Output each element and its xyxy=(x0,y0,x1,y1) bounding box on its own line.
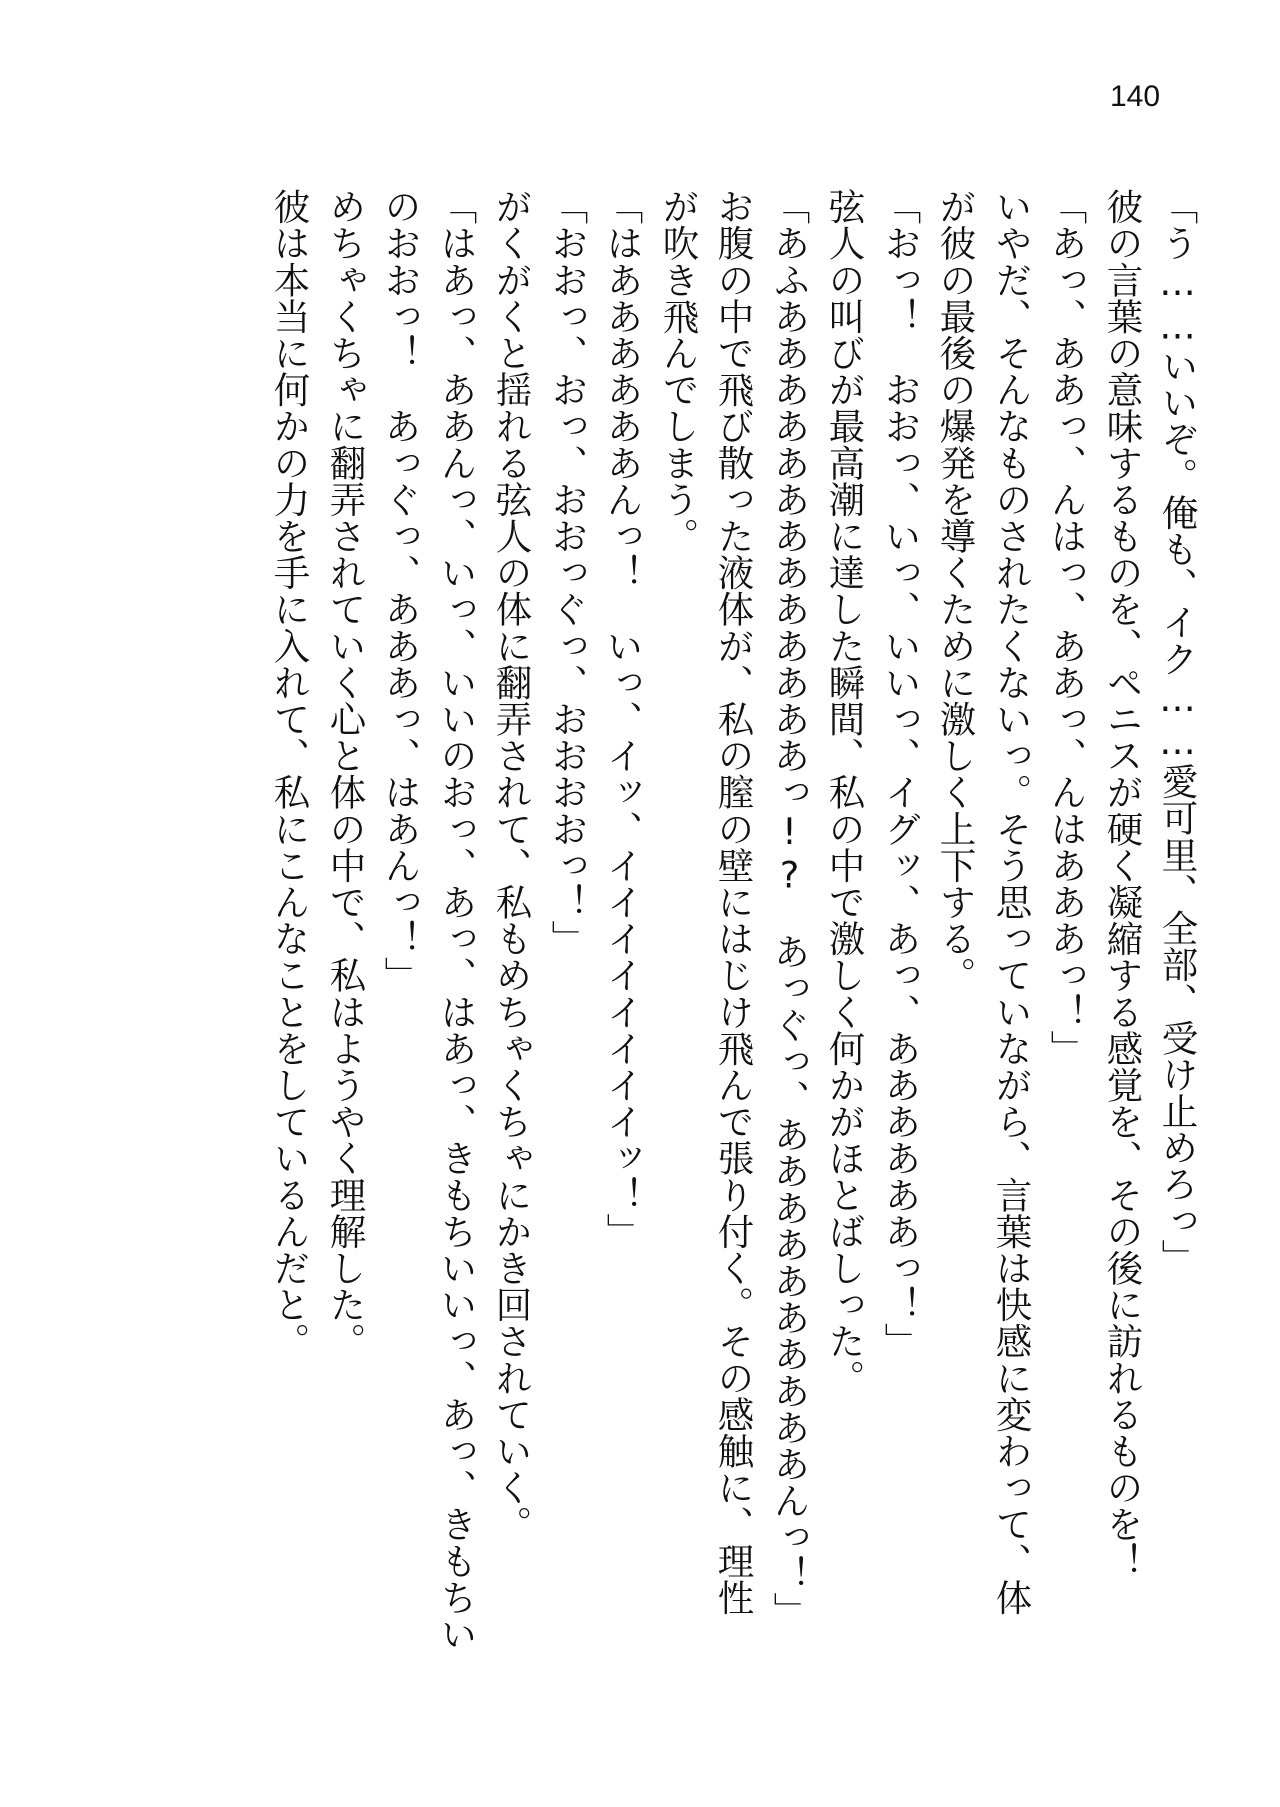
text-line-9: お腹の中で飛び散った液体が、私の膣の壁にはじけ飛んで張り付く。その感触に、理性 xyxy=(712,188,755,1616)
text-line-14: 「はあっ、ああんっ、いっ、いいのおっ、あっ、はあっ、きもちいいっ、あっ、きもちい xyxy=(435,188,478,1652)
text-line-2: 彼の言葉の意味するものを、ペニスが硬く凝縮する感覚を、その後に訪れるものを！ xyxy=(1101,188,1144,1579)
text-line-3: 「あっ、ああっ、んはっ、ああっ、んはあああっ！」 xyxy=(1045,188,1088,1067)
text-line-5: が彼の最後の爆発を導くために激しく上下する。 xyxy=(934,188,977,994)
text-line-17: 彼は本当に何かの力を手に入れて、私にこんなことをしているんだと。 xyxy=(268,188,311,1360)
text-line-6: 「おっ！ おおっ、いっ、いいっ、イグッ、あっ、ああああああっ！」 xyxy=(879,188,922,1360)
text-line-4: いやだ、そんなものされたくないっ。そう思っていながら、言葉は快感に変わって、体 xyxy=(990,188,1033,1616)
text-line-8: 「あふあああああああああああああっ!? あっぐっ、ああああああああああんっ！」 xyxy=(768,188,811,1629)
text-line-15: のおおっ！ あっぐっ、あああっ、はあんっ！」 xyxy=(379,188,422,994)
text-line-13: がくがくと揺れる弦人の体に翻弄されて、私もめちゃくちゃにかき回されていく。 xyxy=(490,188,533,1543)
text-line-16: めちゃくちゃに翻弄されていく心と体の中で、私はようやく理解した。 xyxy=(324,188,367,1360)
text-line-11: 「はああああああんっ！ いっ、イッ、イイイイイイイイッ！」 xyxy=(601,188,644,1250)
page-number: 140 xyxy=(1110,80,1161,113)
text-line-12: 「おおっ、おっ、おおっぐっ、おおおおっ！」 xyxy=(546,188,589,957)
text-line-7: 弦人の叫びが最高潮に達した瞬間、私の中で激しく何かがほとばしった。 xyxy=(823,188,866,1396)
text-line-10: が吹き飛んでしまう。 xyxy=(657,188,700,554)
text-line-1: 「う……いいぞ。俺も、イク……愛可里、全部、受け止めろっ」 xyxy=(1156,188,1199,1276)
